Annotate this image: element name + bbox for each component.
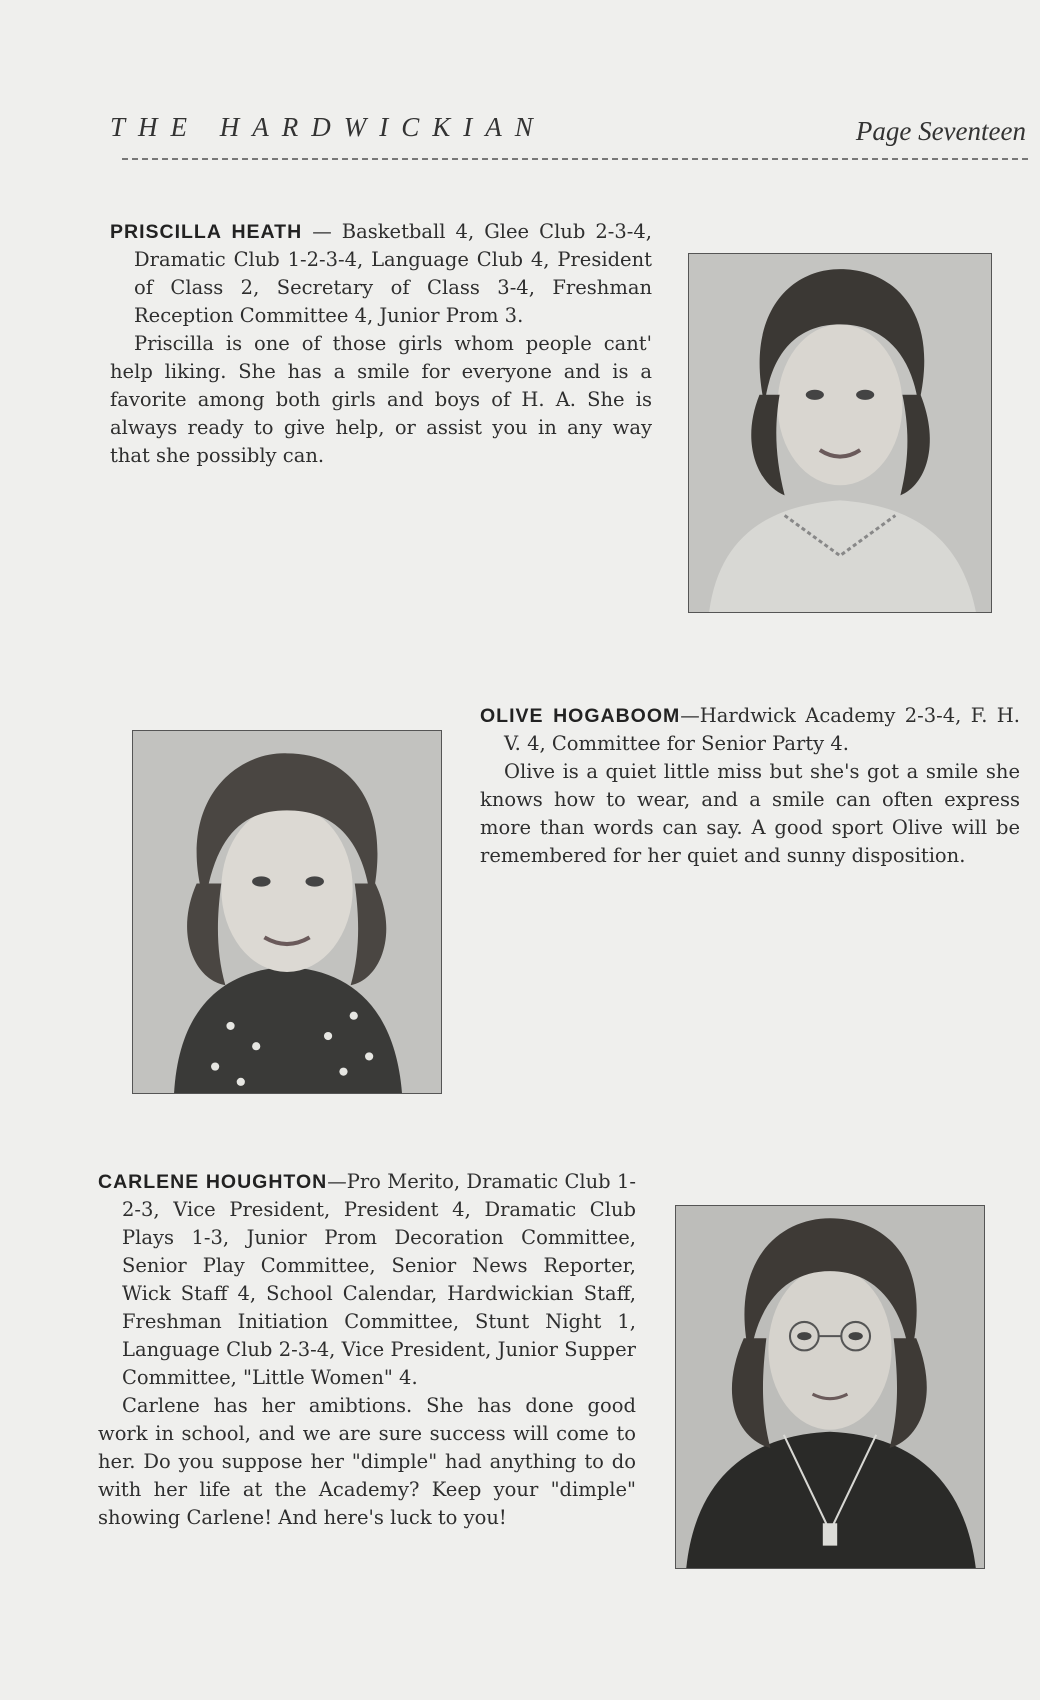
senior-portrait-photo bbox=[132, 730, 442, 1094]
senior-entry-carlene-houghton bbox=[98, 1168, 636, 1532]
senior-activities bbox=[480, 702, 1020, 758]
senior-tribute: Olive is a quiet little miss but she's got a smile she knows how to wear, and a smile can often express more than words can say. A good sport Olive will be remembered for her quiet and sunny disposition. bbox=[480, 760, 1020, 867]
page-number: Page Seventeen bbox=[855, 116, 1026, 146]
senior-entry-olive-hogaboom bbox=[480, 702, 1020, 870]
senior-portrait-photo bbox=[688, 253, 992, 613]
senior-tribute: Priscilla is one of those girls whom people cant' help liking. She has a smile for everyone and is a favorite among both girls and boys of H. A. She is always ready to give help, or assist you in any way that she possibly can. bbox=[110, 332, 652, 467]
senior-name: OLIVE HOGABOOM bbox=[480, 705, 681, 727]
running-title: THE HARDWICKIAN bbox=[110, 112, 546, 142]
senior-name: PRISCILLA HEATH bbox=[110, 221, 303, 243]
header-rule bbox=[122, 158, 1028, 160]
senior-activities bbox=[110, 218, 652, 330]
senior-portrait-photo bbox=[675, 1205, 985, 1569]
activities-text: —Pro Merito, Dramatic Club 1-2-3, Vice President, President 4, Dramatic Club Plays 1-3, Junior Prom Decoration Committee, Senior Play Committee, Senior News Reporter, Wick Staff 4, School Calendar, Hardwickian Staff, Freshman Initiation Committee, Stunt Night 1, Language Club 2-3-4, Vice President, Junior Supper Committee, "Little Women" 4. bbox=[122, 1170, 637, 1389]
senior-tribute: Carlene has her amibtions. She has done good work in school, and we are sure success will come to her. Do you suppose her "dimple" had anything to do with her life at the Academy? Keep your "dimple" showing Carlene! And here's luck to you! bbox=[98, 1394, 636, 1529]
activities-text: — Basketball 4, Glee Club 2-3-4, Dramatic Club 1-2-3-4, Language Club 4, President of Class 2, Secretary of Class 3-4, Freshman Reception Committee 4, Junior Prom 3. bbox=[134, 220, 652, 327]
senior-name: CARLENE HOUGHTON bbox=[98, 1171, 328, 1193]
senior-entry-priscilla-heath bbox=[110, 218, 652, 470]
senior-activities bbox=[98, 1168, 636, 1392]
activities-text: —Hardwick Academy 2-3-4, F. H. V. 4, Committee for Senior Party 4. bbox=[504, 704, 1020, 755]
